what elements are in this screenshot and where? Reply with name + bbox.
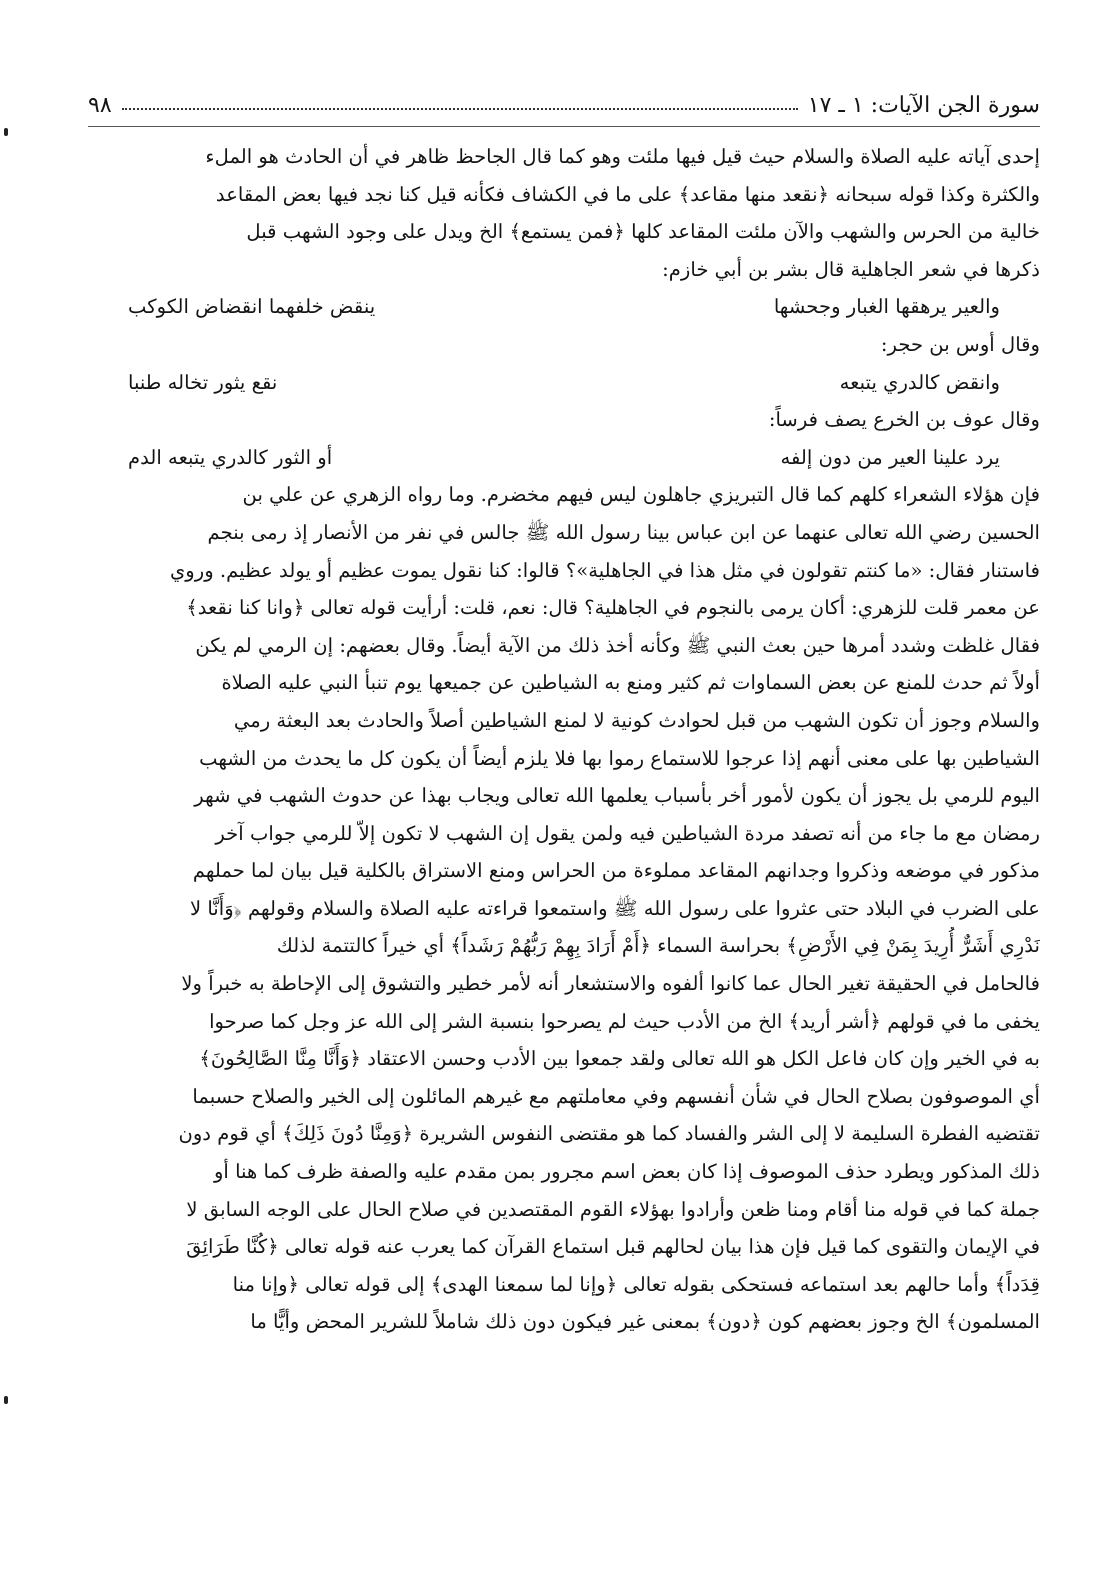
text-line: المسلمون﴾ الخ وجوز بعضهم كون ﴿دون﴾ بمعنى غير فيكون دون ذلك شاملاً للشرير المحض وأيًّا ما [250, 1310, 1040, 1334]
text-line: أولاً ثم حدث للمنع عن بعض السماوات ثم كثير ومنع به الشياطين عن جميعها يوم تنبأ النبي عليه الصلاة [221, 671, 1040, 695]
text-line: ذلك المذكور ويطرد حذف الموصوف إذا كان بعض اسم مجرور بمن مقدم عليه والصفة ظرف كما هنا أو [213, 1160, 1040, 1184]
text-line: فإن هؤلاء الشعراء كلهم كما قال التبريزي جاهلون ليس فيهم مخضرم. وما رواه الزهري عن علي بن [242, 483, 1040, 507]
text-line: نَدْرِي أَشَرٌّ أُرِيدَ بِمَنْ فِي الأَرْضِ﴾ بحراسة السماء ﴿أَمْ أَرَادَ بِهِمْ رَبُّهُمْ رَشَداً﴾ أي خيراً كالتتمة لذلك [276, 934, 1040, 958]
text-line: عن معمر قلت للزهري: أكان يرمى بالنجوم في الجاهلية؟ قال: نعم، قلت: أرأيت قوله تعالى ﴿وانا كنا نقعد﴾ [186, 596, 1040, 620]
text-line: أي الموصوفون بصلاح الحال في شأن أنفسهم وفي معاملتهم مع غيرهم المائلون إلى الخير والصلاح حسبما [192, 1084, 1040, 1108]
text-line: إحدى آياته عليه الصلاة والسلام حيث قيل فيها ملئت وهو كما قال الجاحظ ظاهر في أن الحادث هو الملء [205, 145, 1040, 168]
poem-verse [88, 288, 1040, 326]
running-header [88, 88, 1040, 122]
running-title: سورة الجن الآيات: ١ ـ ١٧ [807, 92, 1040, 118]
text-line: الشياطين بها على معنى أنهم إذا عرجوا للاستماع رموا بها فلا يلزم أيضاً أن يكون كل ما يحدث من الشهب [199, 746, 1040, 770]
verse-first-hemistich: يرد علينا العير من دون إلفه [780, 445, 1000, 469]
verse-first-hemistich: والعير يرهقها الغبار وجحشها [773, 295, 1000, 319]
text-line: والكثرة وكذا قوله سبحانه ﴿نقعد منها مقاعد﴾ على ما في الكشاف فكأنه قيل كنا نجد فيها بعض المقاعد [215, 182, 1040, 206]
verse-second-hemistich: نقع يثور تخاله طنبا [128, 370, 278, 394]
poem-verse [88, 439, 1040, 477]
text-line: الحسين رضي الله تعالى عنهما عن ابن عباس بينا رسول الله ﷺ جالس في نفر من الأنصار إذ رمى بنجم [207, 520, 1040, 544]
header-dot-leader [122, 108, 798, 110]
text-line: خالية من الحرس والشهب والآن ملئت المقاعد كلها ﴿فمن يستمع﴾ الخ ويدل على وجود الشهب قبل [246, 220, 1040, 244]
text-line: تقتضيه الفطرة السليمة لا إلى الشر والفساد كما هو مقتضى النفوس الشريرة ﴿وَمِنَّا دُونَ ذَلِكَ﴾ أي قوم دون [178, 1122, 1040, 1146]
text-line: في الإيمان والتقوى كما قيل فإن هذا بيان لحالهم قبل استماع القرآن كما يعرب عنه قوله تعالى ﴿كُنَّا طَرَائِقَ [186, 1235, 1040, 1259]
verse-first-hemistich: وانقض كالدري يتبعه [839, 370, 1000, 394]
header-rule [88, 126, 1040, 127]
text-line: اليوم للرمي بل يجوز أن يكون لأمور أخر بأسباب يعلمها الله تعالى ويجاب بهذا عن حدوث الشهب في شهر [194, 784, 1040, 808]
text-line: يخفى ما في قولهم ﴿أشر أريد﴾ الخ من الأدب حيث لم يصرحوا بنسبة الشر إلى الله عز وجل كما صرحوا [209, 1009, 1040, 1033]
text-line: جملة كما في قوله منا أقام ومنا ظعن وأرادوا بهؤلاء القوم المقتصدين في صلاح الحال على الوجه السابق لا [186, 1197, 1040, 1221]
scan-margin-mark [4, 1396, 8, 1404]
verse-second-hemistich: أو الثور كالدري يتبعه الدم [128, 445, 333, 469]
scan-margin-mark [4, 128, 8, 136]
text-line: رمضان مع ما جاء من أنه تصفد مردة الشياطين فيه ولمن يقول إن الشهب لا تكون إلاّ للرمي جواب آخر [215, 821, 1040, 845]
text-line: به في الخير وإن كان فاعل الكل هو الله تعالى ولقد جمعوا بين الأدب وحسن الاعتقاد ﴿وَأَنَّا مِنَّا الصَّالِحُونَ﴾ [199, 1047, 1040, 1071]
text-line: والسلام وجوز أن تكون الشهب من قبل لحوادث كونية لا لمنع الشياطين أصلاً والحادث بعد البعثة رمي [233, 708, 1040, 732]
verse-second-hemistich: ينقض خلفهما انقضاض الكوكب [128, 295, 376, 319]
text-line: فقال غلظت وشدد أمرها حين بعث النبي ﷺ وكأنه أخذ ذلك من الآية أيضاً. وقال بعضهم: إن الرمي لم يكن [195, 633, 1040, 657]
page-body [88, 138, 1040, 1341]
verse-intro: وقال أوس بن حجر: [880, 332, 1040, 356]
text-line: على الضرب في البلاد حتى عثروا على رسول الله ﷺ واستمعوا قراءته عليه الصلاة والسلام وقولهم ﴿وَأَنَّا لا [189, 896, 1040, 920]
poem-verse [88, 364, 1040, 402]
text-line: قِدَداً﴾ وأما حالهم بعد استماعه فستحكى بقوله تعالى ﴿وإنا لما سمعنا الهدى﴾ إلى قوله تعالى ﴿وإنا منا [232, 1272, 1040, 1296]
text-line: ذكرها في شعر الجاهلية قال بشر بن أبي خازم: [662, 257, 1040, 281]
verse-intro: وقال عوف بن الخرع يصف فرساً: [768, 408, 1040, 432]
text-line: فاستنار فقال: «ما كنتم تقولون في مثل هذا في الجاهلية»؟ قالوا: كنا نقول يموت عظيم أو يولد عظيم. وروي [169, 558, 1040, 582]
page-number: ٩٨ [88, 92, 112, 118]
text-line: فالحامل في الحقيقة تغير الحال عما كانوا ألفوه والاستشعار أنه لأمر خطير والتشوق إلى الإحاطة به خبراً ولا [181, 972, 1040, 996]
text-line: مذكور في موضعه وذكروا وجدانهم المقاعد مملوءة من الحراس ومنع الاستراق بالكلية قيل بيان لما حملهم [192, 859, 1040, 883]
